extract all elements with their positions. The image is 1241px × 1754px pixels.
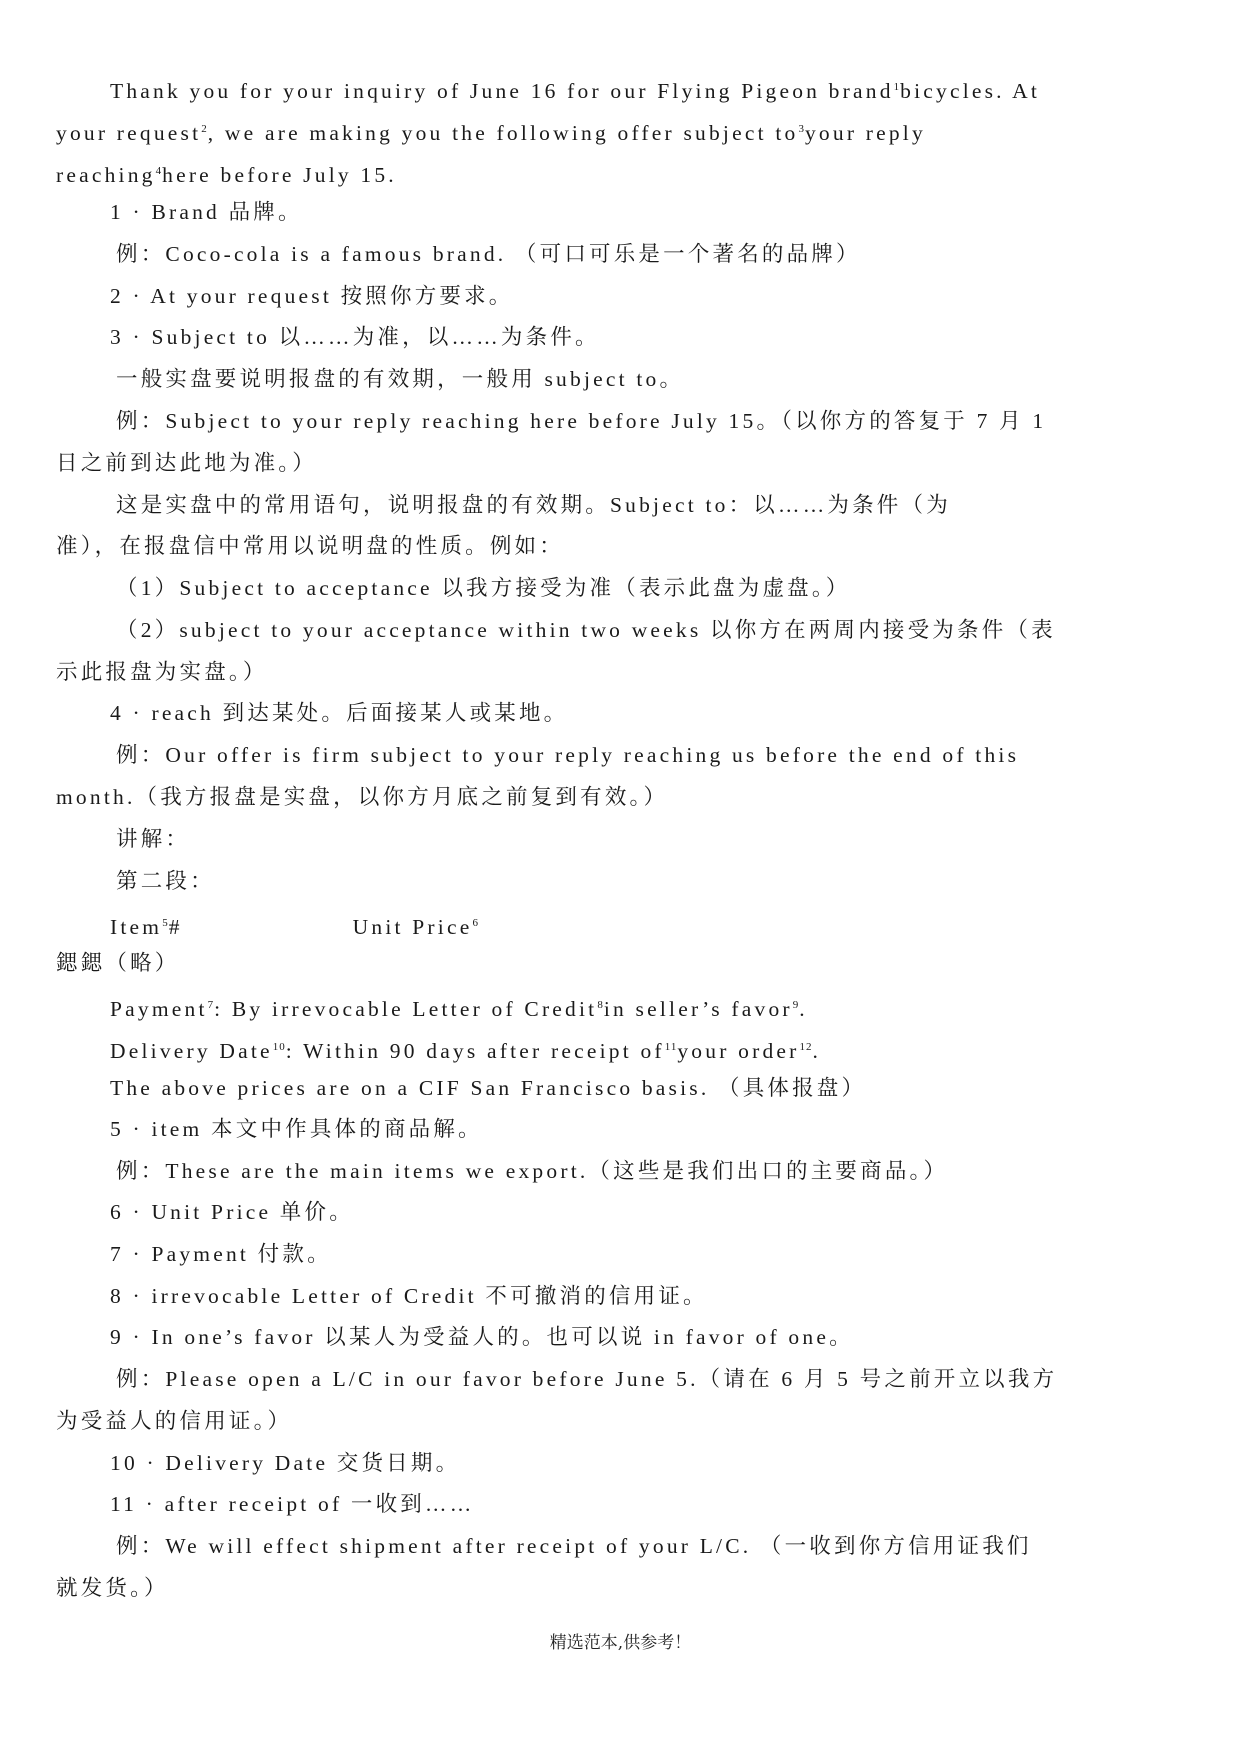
footnote-mark: 10 — [272, 1040, 286, 1053]
text: your order — [677, 1039, 800, 1063]
payment-line — [110, 994, 808, 1024]
note-line: 11 · after receipt of 一收到…… — [110, 1492, 475, 1516]
footnote-mark: 11 — [664, 1040, 678, 1053]
note-line: 日之前到达此地为准。） — [56, 451, 317, 475]
text: in seller’s favor — [603, 997, 793, 1021]
text: . — [799, 997, 808, 1021]
note-line: 讲解： — [116, 827, 191, 851]
note-line: 9 · In one’s favor 以某人为受益人的。也可以说 in favor of one。 — [110, 1325, 854, 1349]
note-line: 准），在报盘信中常用以说明盘的性质。例如： — [56, 534, 564, 558]
page-footer: 精选范本,供参考！ — [549, 1633, 692, 1653]
text: # — [168, 915, 183, 939]
delivery-line — [110, 1036, 821, 1066]
note-line: 例：Subject to your reply reaching here before July 15。（以你方的答复于 7 月 1 — [116, 409, 1047, 433]
footnote-mark: 12 — [799, 1040, 813, 1053]
item-header: Item — [110, 915, 163, 939]
text: Thank you for your inquiry of June 16 for our Flying Pigeon brand — [110, 79, 894, 103]
text: your reply — [804, 121, 926, 145]
text: Payment — [110, 997, 208, 1021]
footnote-mark: 4 — [155, 164, 163, 177]
basis-line: The above prices are on a CIF San Francisco basis. （具体报盘） — [110, 1076, 867, 1100]
text: bicycles. At — [900, 79, 1041, 103]
text: : Within 90 days after receipt of — [285, 1039, 665, 1063]
note-line: （1）Subject to acceptance 以我方接受为准（表示此盘为虚盘。） — [116, 576, 851, 600]
footnote-mark: 1 — [893, 80, 901, 93]
text: here before July 15. — [162, 163, 397, 187]
note-line: 5 · item 本文中作具体的商品解。 — [110, 1117, 483, 1141]
footnote-mark: 5 — [162, 916, 169, 929]
note-line: 一般实盘要说明报盘的有效期，一般用 subject to。 — [116, 367, 685, 391]
note-line: 4 · reach 到达某处。后面接某人或某地。 — [110, 701, 569, 725]
note-line: 例：Please open a L/C in our favor before June 5.（请在 6 月 5 号之前开立以我方 — [116, 1367, 1058, 1391]
text: , we are making you the following offer subject to — [207, 121, 799, 145]
note-line: 3 · Subject to 以……为准，以……为条件。 — [110, 325, 600, 349]
note-line: 为受益人的信用证。） — [56, 1409, 293, 1433]
note-line: 这是实盘中的常用语句，说明报盘的有效期。Subject to：以……为条件（为 — [116, 493, 951, 517]
note-line: 例：Our offer is firm subject to your reply reaching us before the end of this — [116, 743, 1020, 767]
footnote-mark: 3 — [798, 122, 805, 135]
footnote-mark: 9 — [792, 998, 800, 1011]
table-header — [110, 912, 479, 942]
note-line: 6 · Unit Price 单价。 — [110, 1200, 354, 1224]
note-line: 1 · Brand 品牌。 — [110, 200, 303, 224]
note-line: month.（我方报盘是实盘，以你方月底之前复到有效。） — [56, 785, 669, 809]
table-omitted: 鍶鍶（略） — [56, 951, 180, 975]
note-line: （2）subject to your acceptance within two weeks 以你方在两周内接受为条件（表 — [116, 618, 1056, 642]
note-line: 例：We will effect shipment after receipt of your L/C. （一收到你方信用证我们 — [116, 1534, 1032, 1558]
text: your request — [56, 121, 202, 145]
note-line: 就发货。） — [56, 1576, 169, 1600]
paragraph-line — [110, 76, 1040, 106]
text: . — [812, 1039, 822, 1063]
text: : By irrevocable Letter of Credit — [214, 997, 598, 1021]
footnote-mark: 2 — [201, 122, 208, 135]
text: reaching — [56, 163, 156, 187]
note-line: 第二段： — [116, 869, 215, 893]
note-line: 例：Coco-cola is a famous brand. （可口可乐是一个著名的品牌） — [116, 242, 861, 266]
unit-price-header: Unit Price — [352, 915, 473, 939]
note-line: 例：These are the main items we export.（这些是我们出口的主要商品。） — [116, 1159, 949, 1183]
footnote-mark: 7 — [207, 998, 215, 1011]
paragraph-line — [56, 160, 397, 190]
note-line: 示此报盘为实盘。） — [56, 660, 268, 684]
text: Delivery Date — [110, 1039, 273, 1063]
note-line: 2 · At your request 按照你方要求。 — [110, 284, 514, 308]
note-line: 10 · Delivery Date 交货日期。 — [110, 1451, 461, 1475]
footnote-mark: 8 — [597, 998, 604, 1011]
note-line: 8 · irrevocable Letter of Credit 不可撤消的信用证。 — [110, 1284, 708, 1308]
paragraph-line — [56, 118, 926, 148]
footnote-mark: 6 — [472, 916, 479, 929]
note-line: 7 · Payment 付款。 — [110, 1242, 332, 1266]
